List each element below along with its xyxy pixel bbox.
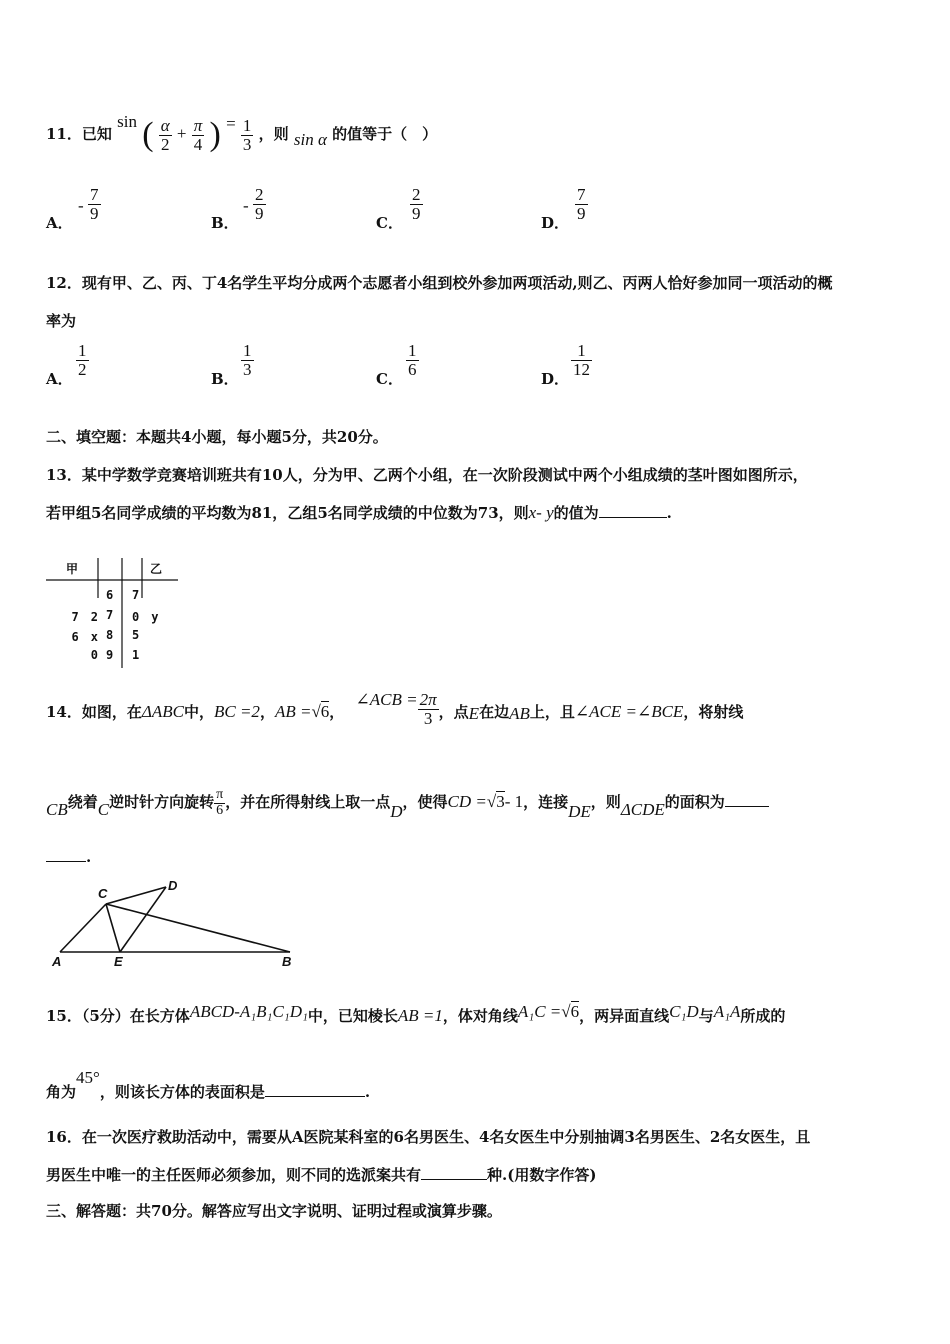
q12-options: A． $\frac{1}{2}$ B． $\frac{1}{3}$ C． $\frac{1}{6}$ D． $\frac{1}{12}$ bbox=[46, 341, 590, 388]
q15-line2: 角为45°，则该长方体的表面积是 . bbox=[46, 1068, 371, 1101]
point-b-label: B bbox=[282, 954, 292, 969]
q11-frac-pi: $\frac{\pi}{4}$ bbox=[193, 115, 203, 154]
q11-frac-third: $\frac{1}{3}$ bbox=[242, 115, 252, 154]
q15-line1: 15．（5分）在长方体ABCD-A₁B₁C₁D₁中，已知棱长AB =1，体对角线A₁C =√6，两异面直线C₁D与A₁A所成的 bbox=[46, 1002, 786, 1025]
point-c-label: C bbox=[98, 886, 108, 901]
section-3-heading: 三、解答题：共70分。解答应写出文字说明、证明过程或演算步骤。 bbox=[46, 1202, 502, 1220]
section-2-heading: 二、填空题：本题共4小题，每小题5分，共20分。 bbox=[46, 428, 388, 446]
stem-row-left: 7 2 bbox=[71, 610, 98, 624]
stem-row-left: 6 x bbox=[71, 630, 98, 644]
q12-line2: 率为 bbox=[46, 312, 77, 330]
stem-row-stem: 7 bbox=[106, 608, 114, 622]
q13-line1: 13．某中学数学竞赛培训班共有10人，分为甲、乙两个小组，在一次阶段测试中两个小组成绩的茎叶图如图所示， bbox=[46, 466, 808, 484]
point-d-label: D bbox=[168, 878, 178, 893]
point-e-label: E bbox=[114, 954, 123, 969]
stem-row-left: 0 bbox=[90, 648, 98, 662]
stem-row-stem: 8 bbox=[106, 628, 114, 642]
stem-header-jia: 甲 bbox=[66, 562, 79, 576]
q11-stem: 11．已知 sin ( $\frac{\alpha}{2}$ + $\frac{\pi}{4}$ ) = $\frac{1}{3}$ ，则 sin α 的值等于（ ） bbox=[46, 112, 438, 154]
q15-answer-blank[interactable] bbox=[265, 1096, 365, 1097]
point-a-label: A bbox=[52, 954, 62, 969]
q16-answer-blank[interactable] bbox=[421, 1179, 487, 1180]
q14-line2: CB绕着C逆时针方向旋转 $\frac{\pi}{6}$ ，并在所得射线上取一点D，使得CD =√3- 1，连接DE，则ΔCDE的面积为 bbox=[46, 788, 769, 832]
q13-line2: 若甲组5名同学成绩的平均数为81，乙组5名同学成绩的中位数为73，则x- y的值为 . bbox=[46, 503, 672, 522]
q14-answer-blank-cont[interactable] bbox=[46, 861, 86, 862]
stem-row-stem: 6 bbox=[106, 588, 114, 602]
q12-line1: 12．现有甲、乙、丙、丁4名学生平均分成两个志愿者小组到校外参加两项活动,则乙、丙两人恰好参加同一项活动的概 bbox=[46, 274, 833, 292]
stem-header-yi: 乙 bbox=[150, 562, 163, 576]
stem-row-stem: 9 bbox=[106, 648, 114, 662]
q11-frac-alpha: $\frac{\alpha}{2}$ bbox=[160, 115, 170, 154]
stem-row-right: 0 y bbox=[132, 610, 159, 624]
stem-row-right: 5 bbox=[132, 628, 140, 642]
q14-line3: . bbox=[46, 848, 91, 866]
q11-options: A． - $\frac{7}{9}$ B． - $\frac{2}{9}$ C． $\frac{2}{9}$ D． $\frac{7}{9}$ bbox=[46, 185, 586, 232]
stem-row-right: 1 bbox=[132, 648, 140, 662]
stem-row-right: 7 bbox=[132, 588, 140, 602]
q14-line1: 14．如图，在ΔABC中，BC =2，AB =√6， ∠ACB = $\frac{2\pi}{3}$ ，点E在边AB上，且∠ACE =∠BCE，将射线 bbox=[46, 689, 744, 728]
q16-line2: 男医生中唯一的主任医师必须参加，则不同的选派案共有 种.(用数字作答) bbox=[46, 1166, 597, 1184]
triangle-figure bbox=[46, 874, 306, 974]
q13-answer-blank[interactable] bbox=[599, 517, 667, 518]
q14-answer-blank[interactable] bbox=[725, 806, 769, 807]
q16-line1: 16．在一次医疗救助活动中，需要从A医院某科室的6名男医生、4名女医生中分别抽调3名男医生、2名女医生，且 bbox=[46, 1128, 811, 1146]
stem-leaf-plot bbox=[46, 558, 186, 668]
